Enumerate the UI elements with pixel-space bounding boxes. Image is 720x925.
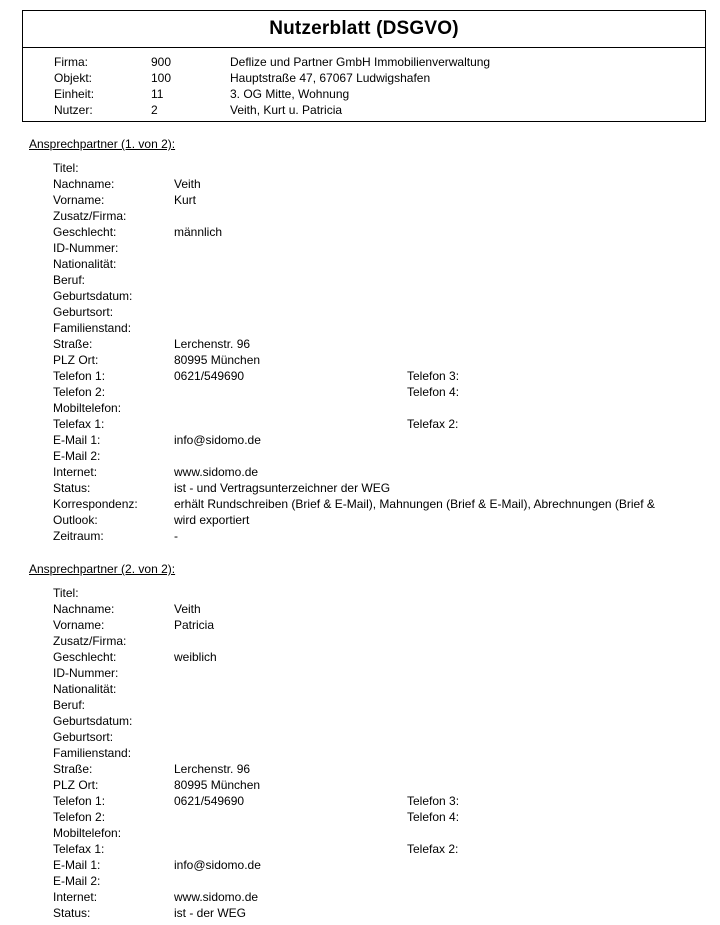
- section-heading: Ansprechpartner (2. von 2):: [29, 562, 176, 576]
- field-label: Zeitraum:: [53, 529, 104, 543]
- field-row: [0, 208, 720, 224]
- field-row: [0, 528, 720, 544]
- section-heading: Ansprechpartner (1. von 2):: [29, 137, 176, 151]
- field-label: Internet:: [53, 465, 98, 479]
- field-row: [0, 825, 720, 841]
- field-row: [0, 304, 720, 320]
- field-label-secondary: Telefax 2:: [407, 842, 459, 856]
- field-label-secondary: Telefax 2:: [407, 417, 459, 431]
- field-label: PLZ Ort:: [53, 353, 99, 367]
- info-value: Veith, Kurt u. Patricia: [230, 103, 343, 117]
- field-value: 80995 München: [174, 778, 261, 792]
- field-row: [0, 384, 720, 400]
- field-row: [0, 320, 720, 336]
- field-label: Beruf:: [53, 698, 86, 712]
- field-label: ID-Nummer:: [53, 666, 119, 680]
- info-number: 11: [151, 87, 164, 101]
- field-row: [0, 889, 720, 905]
- field-row: [0, 368, 720, 384]
- field-label: E-Mail 1:: [53, 433, 101, 447]
- field-row: [0, 809, 720, 825]
- field-row: [0, 633, 720, 649]
- field-label: Geburtsdatum:: [53, 714, 133, 728]
- field-label: Nationalität:: [53, 257, 117, 271]
- field-row: [0, 448, 720, 464]
- field-row: [0, 512, 720, 528]
- field-row: [0, 841, 720, 857]
- field-value: weiblich: [174, 650, 217, 664]
- field-row: [0, 697, 720, 713]
- field-row: [0, 272, 720, 288]
- field-value: 80995 München: [174, 353, 261, 367]
- title-box: [22, 10, 706, 48]
- field-label: Nationalität:: [53, 682, 117, 696]
- field-row: [0, 400, 720, 416]
- field-row: [0, 873, 720, 889]
- field-label: Vorname:: [53, 618, 105, 632]
- field-label: Mobiltelefon:: [53, 826, 122, 840]
- field-label: Telefax 1:: [53, 417, 105, 431]
- field-label: Geschlecht:: [53, 650, 117, 664]
- field-value: -: [174, 529, 178, 543]
- field-label: Beruf:: [53, 273, 86, 287]
- page-title: Nutzerblatt (DSGVO): [269, 18, 459, 39]
- field-label: Nachname:: [53, 177, 115, 191]
- field-label: Status:: [53, 481, 91, 495]
- field-label: Zusatz/Firma:: [53, 209, 127, 223]
- field-row: [0, 713, 720, 729]
- info-number: 2: [151, 103, 158, 117]
- field-label: Status:: [53, 906, 91, 920]
- field-row: [0, 160, 720, 176]
- field-value: Patricia: [174, 618, 215, 632]
- field-row: [0, 681, 720, 697]
- field-label: E-Mail 2:: [53, 874, 101, 888]
- field-row: [0, 496, 720, 512]
- field-row: [0, 176, 720, 192]
- field-label: Zusatz/Firma:: [53, 634, 127, 648]
- info-number: 900: [151, 55, 172, 69]
- field-row: [0, 745, 720, 761]
- field-label: ID-Nummer:: [53, 241, 119, 255]
- field-row: [0, 585, 720, 601]
- field-label: Familienstand:: [53, 746, 132, 760]
- field-row: [0, 617, 720, 633]
- field-label: Vorname:: [53, 193, 105, 207]
- field-row: [0, 905, 720, 921]
- field-label: Geschlecht:: [53, 225, 117, 239]
- field-row: [0, 240, 720, 256]
- field-row: [0, 256, 720, 272]
- field-row: [0, 857, 720, 873]
- field-label: Internet:: [53, 890, 98, 904]
- info-key: Firma:: [54, 55, 88, 69]
- field-value: Lerchenstr. 96: [174, 762, 251, 776]
- field-row: [0, 793, 720, 809]
- field-value: info@sidomo.de: [174, 858, 261, 872]
- field-value: männlich: [174, 225, 223, 239]
- field-row: [0, 601, 720, 617]
- field-row: [0, 665, 720, 681]
- field-label-secondary: Telefon 3:: [407, 369, 460, 383]
- field-row: [0, 729, 720, 745]
- field-row: [0, 224, 720, 240]
- field-label: Telefax 1:: [53, 842, 105, 856]
- field-row: [0, 761, 720, 777]
- field-label: Straße:: [53, 337, 93, 351]
- field-value: ist - und Vertragsunterzeichner der WEG: [174, 481, 391, 495]
- field-label-secondary: Telefon 4:: [407, 385, 460, 399]
- field-value: Veith: [174, 177, 201, 191]
- field-label: Straße:: [53, 762, 93, 776]
- field-label: Mobiltelefon:: [53, 401, 122, 415]
- info-value: 3. OG Mitte, Wohnung: [230, 87, 350, 101]
- field-label-secondary: Telefon 3:: [407, 794, 460, 808]
- info-key: Objekt:: [54, 71, 93, 85]
- info-key: Einheit:: [54, 87, 95, 101]
- field-value: wird exportiert: [174, 513, 250, 527]
- field-value: Lerchenstr. 96: [174, 337, 251, 351]
- field-row: [0, 480, 720, 496]
- field-label: Geburtsdatum:: [53, 289, 133, 303]
- field-row: [0, 336, 720, 352]
- field-label: Outlook:: [53, 513, 98, 527]
- field-value: erhält Rundschreiben (Brief & E-Mail), Mahnungen (Brief & E-Mail), Abrechnungen (Brief &: [174, 497, 655, 511]
- field-label: Telefon 1:: [53, 369, 106, 383]
- field-label: Geburtsort:: [53, 305, 114, 319]
- field-label: Telefon 2:: [53, 385, 106, 399]
- field-label: Korrespondenz:: [53, 497, 138, 511]
- field-label: Telefon 1:: [53, 794, 106, 808]
- field-value: 0621/549690: [174, 369, 245, 383]
- info-number: 100: [151, 71, 172, 85]
- field-label-secondary: Telefon 4:: [407, 810, 460, 824]
- field-label: Familienstand:: [53, 321, 132, 335]
- field-row: [0, 352, 720, 368]
- info-key: Nutzer:: [54, 103, 93, 117]
- field-row: [0, 416, 720, 432]
- field-value: ist - der WEG: [174, 906, 247, 920]
- field-label: Titel:: [53, 586, 79, 600]
- field-value: Kurt: [174, 193, 197, 207]
- field-label: Telefon 2:: [53, 810, 106, 824]
- field-value: Veith: [174, 602, 201, 616]
- field-value: www.sidomo.de: [174, 465, 259, 479]
- field-label: PLZ Ort:: [53, 778, 99, 792]
- field-value: info@sidomo.de: [174, 433, 261, 447]
- info-value: Deflize und Partner GmbH Immobilienverwaltung: [230, 55, 491, 69]
- field-row: [0, 464, 720, 480]
- field-label: Nachname:: [53, 602, 115, 616]
- field-label: Geburtsort:: [53, 730, 114, 744]
- header-info-box: [22, 47, 706, 122]
- field-row: [0, 777, 720, 793]
- field-label: Titel:: [53, 161, 79, 175]
- field-row: [0, 288, 720, 304]
- field-value: www.sidomo.de: [174, 890, 259, 904]
- info-value: Hauptstraße 47, 67067 Ludwigshafen: [230, 71, 431, 85]
- field-label: E-Mail 2:: [53, 449, 101, 463]
- field-row: [0, 649, 720, 665]
- field-value: 0621/549690: [174, 794, 245, 808]
- field-label: E-Mail 1:: [53, 858, 101, 872]
- field-row: [0, 192, 720, 208]
- field-row: [0, 432, 720, 448]
